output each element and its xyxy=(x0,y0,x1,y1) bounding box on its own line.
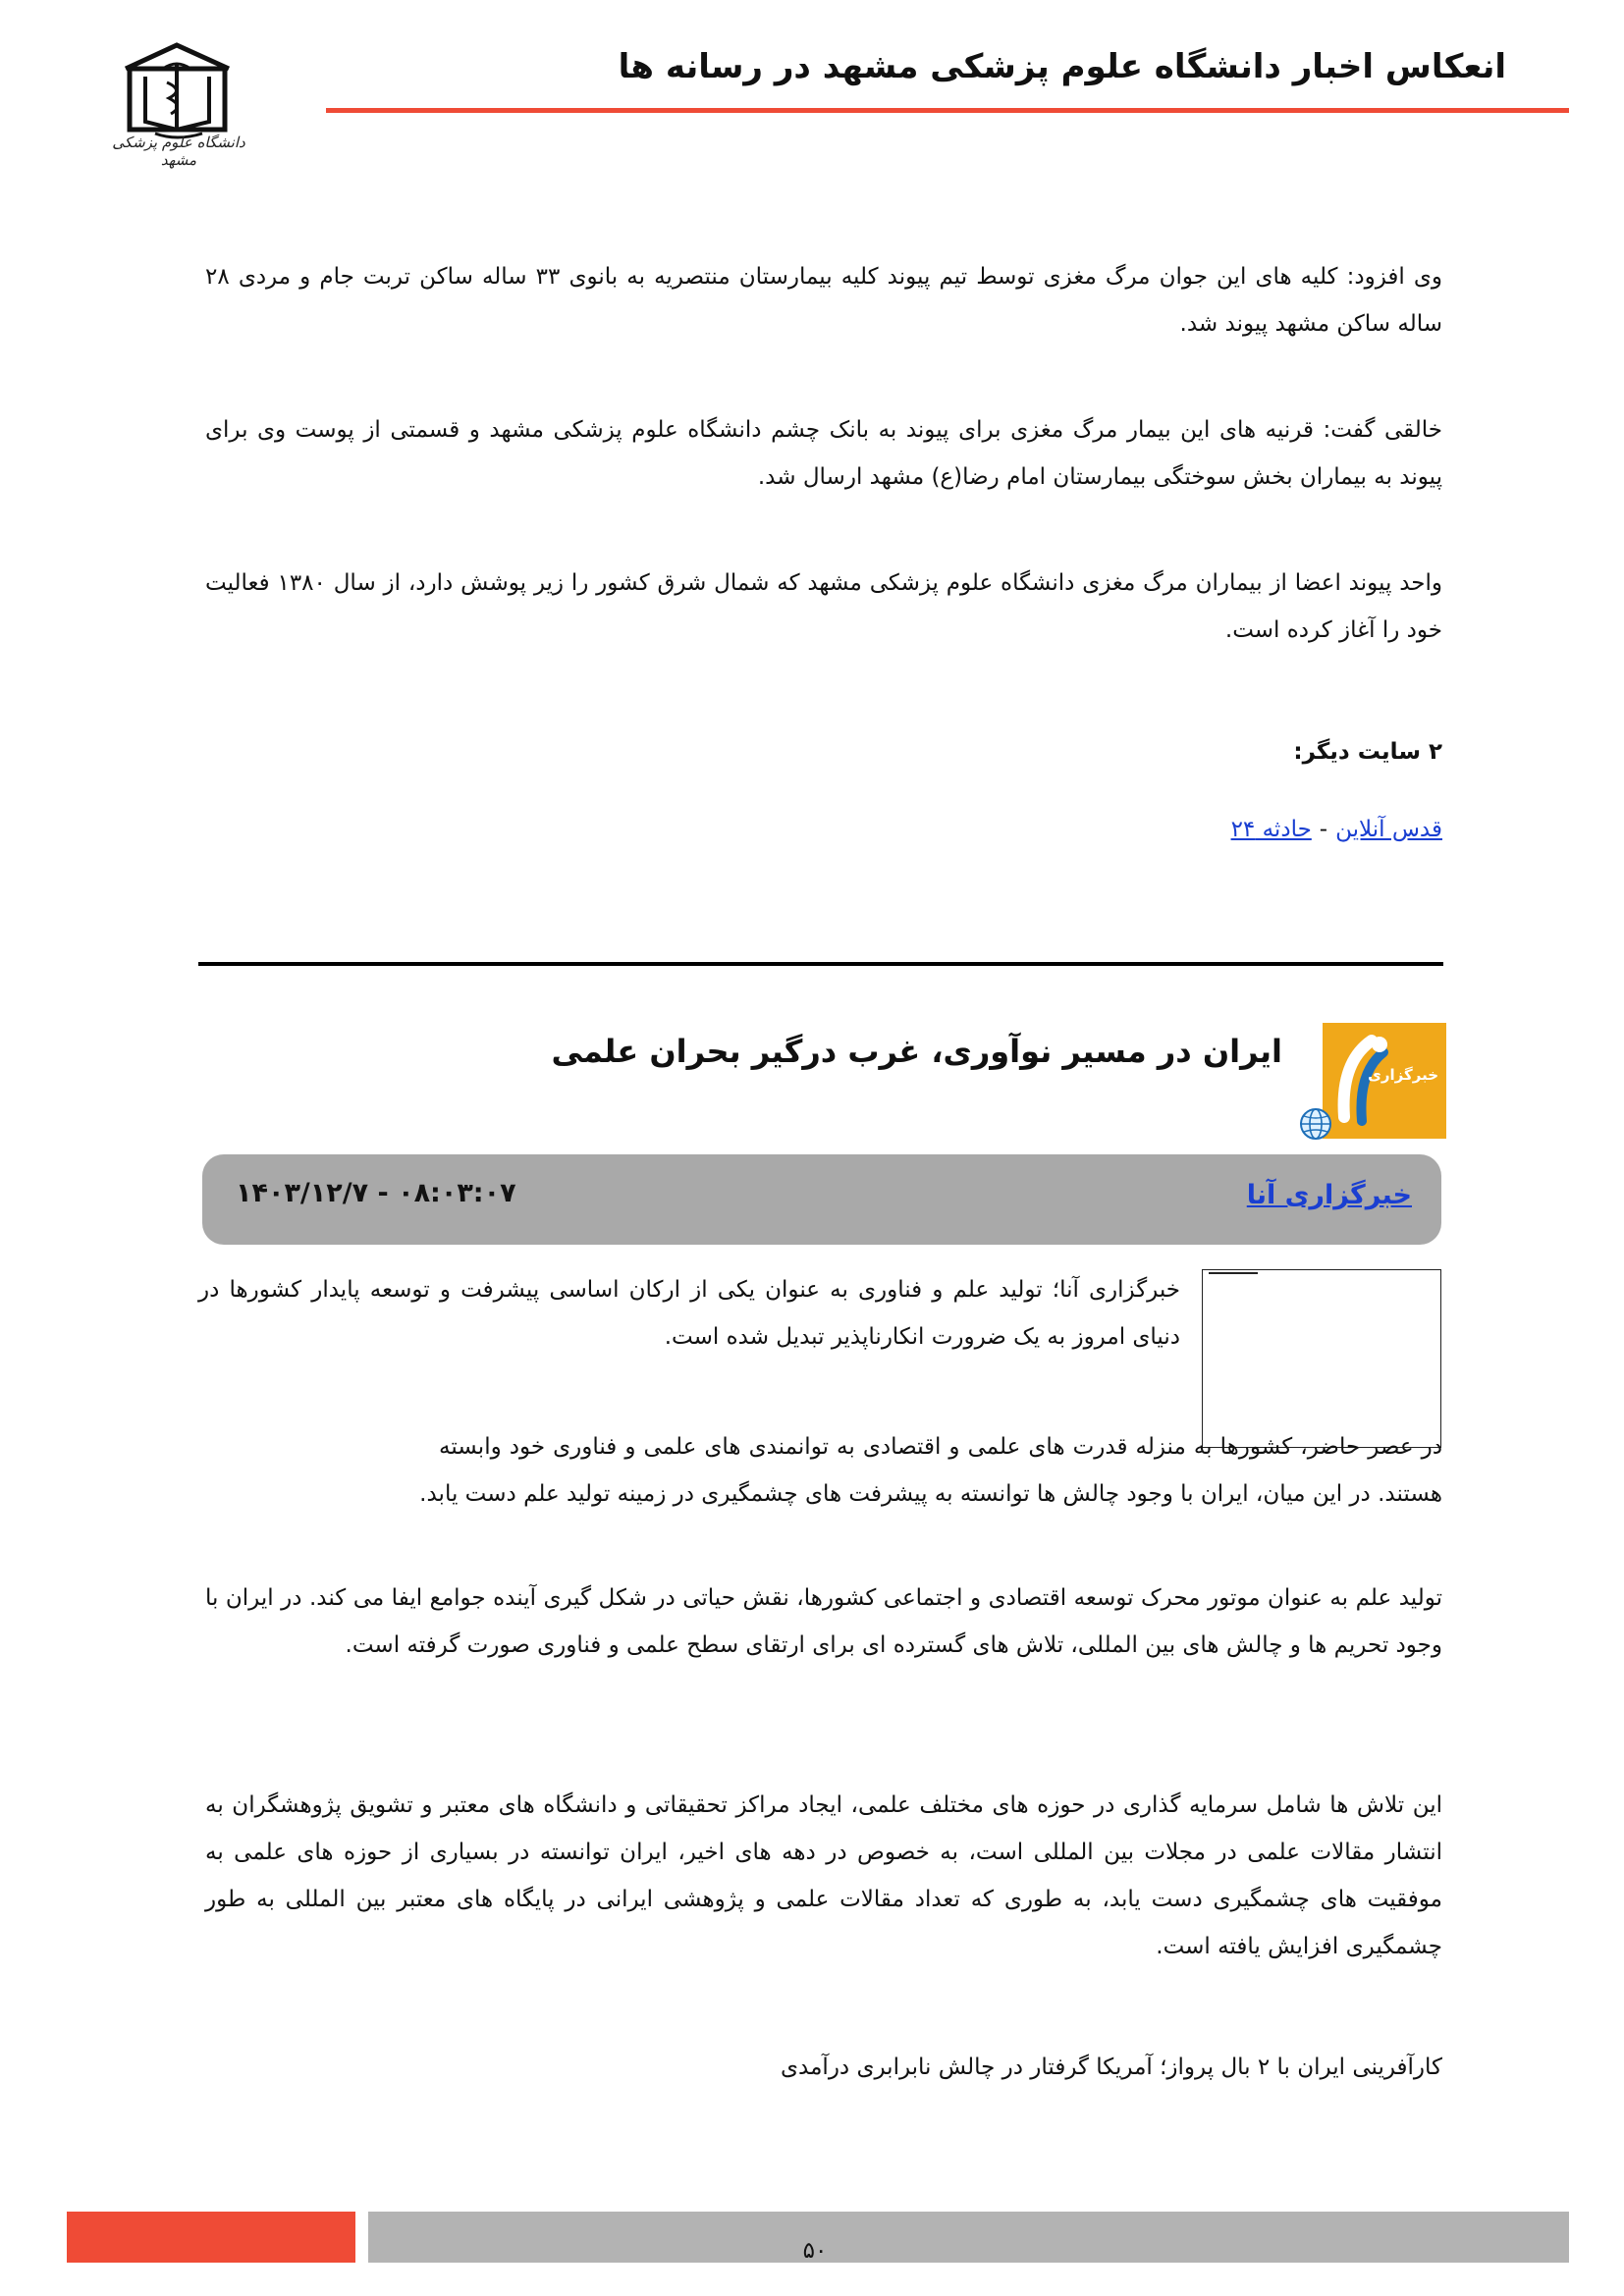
paragraph: این تلاش ها شامل سرمایه گذاری در حوزه های مختلف علمی، ایجاد مراکز تحقیقاتی و دانشگاه های معتبر و تشویق پژوهشگران به انتشار مقالات علمی در مجلات بین المللی است، به خصوص در دهه های اخیر، ایران توانسته در بسیاری از حوزه های علمی به موفقیت های چشمگیری دست یابد، به طوری که تعداد مقالات علمی و پژوهشی ایرانی در پایگاه های معتبر بین المللی به طور چشمگیری افزایش یافته است. xyxy=(205,1792,1442,1959)
section-divider xyxy=(198,962,1443,966)
document-header-title: انعکاس اخبار دانشگاه علوم پزشکی مشهد در رسانه ها xyxy=(618,47,1506,86)
article-datetime: ۱۴۰۳/۱۲/۷ - ۰۸:۰۳:۰۷ xyxy=(236,1178,516,1208)
logo-caption: دانشگاه علوم پزشکی مشهد xyxy=(112,133,245,169)
image-wrap-spacer xyxy=(176,1423,439,1457)
paragraph: تولید علم به عنوان موتور محرک توسعه اقتصادی و اجتماعی کشورها، نقش حیاتی در شکل گیری آینده جوامع ایفا می کند. در ایران با وجود تحریم ها و چالش های بین المللی، تلاش های گسترده ای برای ارتقای سطح علمی و فناوری صورت گرفته است. xyxy=(205,1585,1442,1658)
globe-icon xyxy=(1299,1107,1332,1141)
paragraph xyxy=(176,1423,1442,1518)
other-sites-links xyxy=(1231,817,1442,842)
paragraph: خبرگزاری آنا؛ تولید علم و فناوری به عنوان یکی از ارکان اساسی پیشرفت و توسعه پایدار کشورها در دنیای امروز به یک ضرورت انکارناپذیر تبدیل شده است. xyxy=(198,1277,1180,1350)
article-meta-bar xyxy=(202,1154,1441,1245)
paragraph: واحد پیوند اعضا از بیماران مرگ مغزی دانشگاه علوم پزشکی مشهد که شمال شرق کشور را زیر پوشش دارد، از سال ۱۳۸۰ فعالیت خود را آغاز کرده است. xyxy=(205,570,1442,643)
article-title: ایران در مسیر نوآوری، غرب درگیر بحران علمی xyxy=(551,1033,1282,1070)
image-broken-mark xyxy=(1209,1272,1258,1274)
paragraph: وی افزود: کلیه های این جوان مرگ مغزی توسط تیم پیوند کلیه بیمارستان منتصریه به بانوی ۳۳ ساله ساکن تربت جام و مردی ۲۸ ساله ساکن مشهد پیوند شد. xyxy=(205,264,1442,337)
article-image xyxy=(1202,1269,1441,1448)
ana-logo-text: خبرگزاری xyxy=(1368,1066,1438,1084)
other-sites-label: ۲ سایت دیگر: xyxy=(1293,739,1442,765)
footer-accent-bar xyxy=(67,2212,355,2263)
paragraph: کارآفرینی ایران با ۲ بال پرواز؛ آمریکا گرفتار در چالش نابرابری درآمدی xyxy=(781,2055,1442,2080)
paragraph: خالقی گفت: قرنیه های این بیمار مرگ مغزی برای پیوند به بانک چشم دانشگاه علوم پزشکی مشهد و قسمتی از پوست وی برای پیوند به بیماران بخش سوختگی بیمارستان امام رضا(ع) مشهد ارسال شد. xyxy=(205,417,1442,490)
source-link[interactable]: خبرگزاری آنا xyxy=(1246,1180,1412,1210)
ana-news-logo xyxy=(1323,1023,1446,1139)
header-divider xyxy=(326,108,1569,113)
footer-grey-bar xyxy=(368,2212,1569,2263)
paragraph-text: در عصر حاضر، کشورها به منزله قدرت های علمی و اقتصادی به توانمندی های علمی و فناوری خود وابسته هستند. در این میان، ایران با وجود چالش ها توانسته به پیشرفت های چشمگیری در زمینه تولید علم دست یابد. xyxy=(419,1434,1442,1507)
link-hadese-24[interactable]: حادثه ۲۴ xyxy=(1230,817,1312,842)
page-number: ۵۰ xyxy=(802,2238,828,2264)
link-qods-online[interactable]: قدس آنلاین xyxy=(1335,817,1442,842)
link-separator: - xyxy=(1319,817,1328,842)
